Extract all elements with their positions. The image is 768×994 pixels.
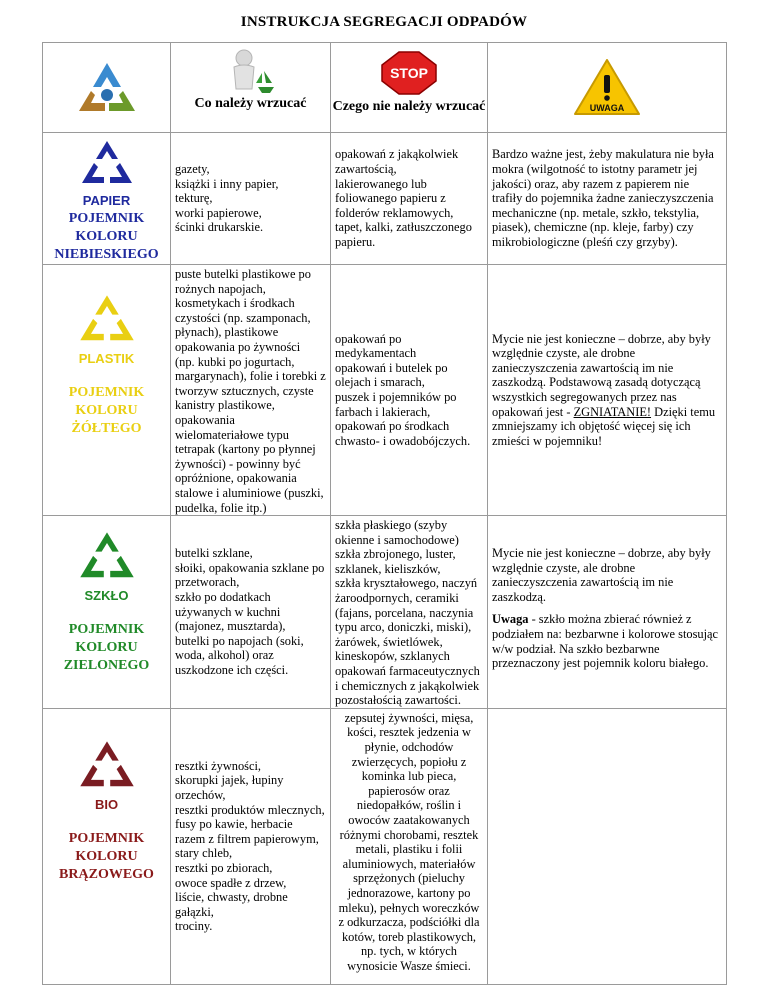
header-row: [43, 43, 727, 133]
bin-label-paper: PAPIER: [82, 193, 131, 208]
notes-text-glass-extra: [488, 612, 726, 670]
notes-text-paper: Bardzo ważne jest, żeby makulatura nie była mokra (wilgotność to istotny parametr jej jakości) oraz, aby razem z papierem nie trafiły do pojemnika żadne zanieczyszczenia mechaniczne (np. metale, szkło, tekstylia, piasek), chemiczne (np. kleje, farby) czy mikrobiologiczne (pleśń czy grzyby).: [492, 147, 714, 249]
page-title: INSTRUKCJA SEGREGACJI ODPADÓW: [240, 14, 528, 30]
notes-plastic-part2: Dzięki temu zmniejszamy ich objętość więcej się ich zmieści w pojemniku!: [492, 404, 716, 448]
header-not-allowed-label: Czego nie należy wrzucać: [332, 99, 486, 114]
allowed-text-bio: resztki żywności, skorupki jajek, łupiny orzechów, resztki produktów mlecznych, fusy po kawie, herbacie razem z filtrem papierowym, stary chleb, resztki po zbiorach, owoce spadłe z drzew, liście, chwasty, drobne gałązki, trociny.: [175, 758, 325, 934]
header-not-allowed-cell: [331, 43, 488, 133]
bin-label-glass: SZKŁO: [84, 588, 129, 604]
notes-plastic-part1: Mycie nie jest konieczne – dobrze, aby były względnie czyste, ale drobne zanieczyszczenia zawartością im nie zaszkodzą. Podstawową zasadą dotyczącą wszystkich segregowanych przez nas opakowań jest -: [492, 331, 711, 419]
bin-label-bio: BIO: [94, 796, 119, 812]
not-allowed-text-bio: zepsutej żywności, mięsa, kości, resztek jedzenia w płynie, odchodów zwierzęcych, popiołu z kominka lub pieca, papierosów oraz niedopałków, roślin i owoców zaatakowanych różnymi chorobami, resztek metali, plastiku i folii aluminiowych, materiałów sprzężonych (pieluchy jednorazowe, kartony po mleku), pełnych woreczków z odkurzacza, podściółki dla kotów, toreb plastikowych, np. tych, w których wynosicie Wasze śmieci.: [338, 710, 480, 973]
not-allowed-text-paper: opakowań z jakąkolwiek zawartością, lakierowanego lub foliowanego papieru z folderów reklamowych, tapet, kalki, zatłuszczonego papieru.: [335, 147, 472, 249]
not-allowed-text-plastic: opakowań po medykamentach opakowań i butelek po olejach i smarach, puszek i pojemników po farbach i lakierach, opakowań po środkach chwasto- i owadobójczych.: [335, 331, 471, 448]
allowed-cell-glass: [171, 516, 331, 709]
warning-sign-text: UWAGA: [589, 103, 625, 113]
bin-name-plastic: POJEMNIK KOLORU ŻÓŁTEGO: [68, 385, 145, 436]
notes-glass-rest: - szkło można zbierać również z podziałem na: bezbarwne i kolorowe stosując w/w podział. Na szkło bezbarwne przeznaczony jest pojemnik koloru białego.: [492, 612, 719, 671]
recycle-plastic-icon: [76, 293, 138, 349]
not-allowed-cell-glass: [331, 516, 488, 709]
notes-cell-plastic: [488, 265, 727, 516]
row-bio: [43, 708, 727, 984]
row-plastic: [43, 265, 727, 516]
bin-cell-glass: [43, 516, 171, 709]
header-allowed-cell: [171, 43, 331, 133]
segregation-table: [42, 42, 727, 985]
not-allowed-cell-plastic: [331, 265, 488, 516]
notes-text-plastic: [488, 332, 726, 449]
notes-plastic-underlined: ZGNIATANIE!: [573, 404, 652, 419]
bin-name-paper: POJEMNIK KOLORU NIEBIESKIEGO: [54, 211, 159, 262]
bin-label-plastic: PLASTIK: [78, 351, 135, 366]
bin-name-bio: POJEMNIK KOLORU BRĄZOWEGO: [59, 830, 154, 882]
row-glass: [43, 516, 727, 709]
bin-cell-paper: [43, 133, 171, 265]
header-recycle-cell: [43, 43, 171, 133]
not-allowed-cell-paper: [331, 133, 488, 265]
recycle-paper-icon: [78, 139, 136, 191]
allowed-cell-plastic: [171, 265, 331, 516]
warning-sign-icon: [572, 57, 642, 117]
bin-name-glass: POJEMNIK KOLORU ZIELONEGO: [63, 622, 150, 674]
allowed-cell-bio: [171, 708, 331, 984]
not-allowed-cell-bio: [331, 708, 488, 984]
allowed-text-glass: butelki szklane, słoiki, opakowania szklane po przetworach, szkło po dodatkach używanych w kuchni (majonez, musztarda), butelki po napojach (soki, woda, alkohol) oraz uszkodzone ich części.: [175, 546, 325, 678]
notes-glass-bold: Uwaga: [492, 612, 529, 627]
allowed-cell-paper: [171, 133, 331, 265]
notes-text-glass: Mycie nie jest konieczne – dobrze, aby były względnie czyste, ale drobne zanieczyszczenia zawartością im nie zaszkodzą.: [492, 546, 711, 604]
notes-cell-bio: [488, 708, 727, 984]
not-allowed-text-glass: szkła płaskiego (szyby okienne i samochodowe) szkła zbrojonego, luster, szklanek, kieliszków, szkła kryształowego, naczyń żaroodpornych, ceramiki (fajans, porcelana, naczynia typu arco, doniczki, miski), żarówek, świetlówek, kineskopów, szklanych opakowań farmaceutycznych i chemicznych z jakąkolwiek pozostałością zawartości.: [335, 518, 480, 708]
allowed-text-plastic: puste butelki plastikowe po rożnych napojach, kosmetykach i środkach czystości (np. szamponach, płynach), plastikowe opakowania po żywności (np. kubki po jogurtach, margarynach), folie i torebki z tworzyw sztucznych, czyste kanistry plastikowe, opakowania wielomateriałowe typu tetrapak (kartony po płynnej żywności) - powinny być opróżnione, opakowania stalowe i aluminiowe (puszki, pudelka, folie itp.): [175, 267, 326, 515]
stop-sign-icon: [380, 51, 438, 95]
bin-cell-plastic: [43, 265, 171, 516]
header-warning-cell: [488, 43, 727, 133]
notes-cell-glass: [488, 516, 727, 709]
person-recycle-icon: [222, 49, 280, 95]
recycle-glass-icon: [76, 530, 138, 586]
recycle-globe-icon: [75, 59, 139, 117]
stop-sign-text: STOP: [390, 65, 428, 81]
allowed-text-paper: gazety, książki i inny papier, tekturę, worki papierowe, ścinki drukarskie.: [175, 162, 279, 235]
header-allowed-label: Co należy wrzucać: [194, 96, 307, 111]
recycle-bio-icon: [76, 739, 138, 795]
row-paper: [43, 133, 727, 265]
notes-cell-paper: [488, 133, 727, 265]
bin-cell-bio: [43, 708, 171, 984]
